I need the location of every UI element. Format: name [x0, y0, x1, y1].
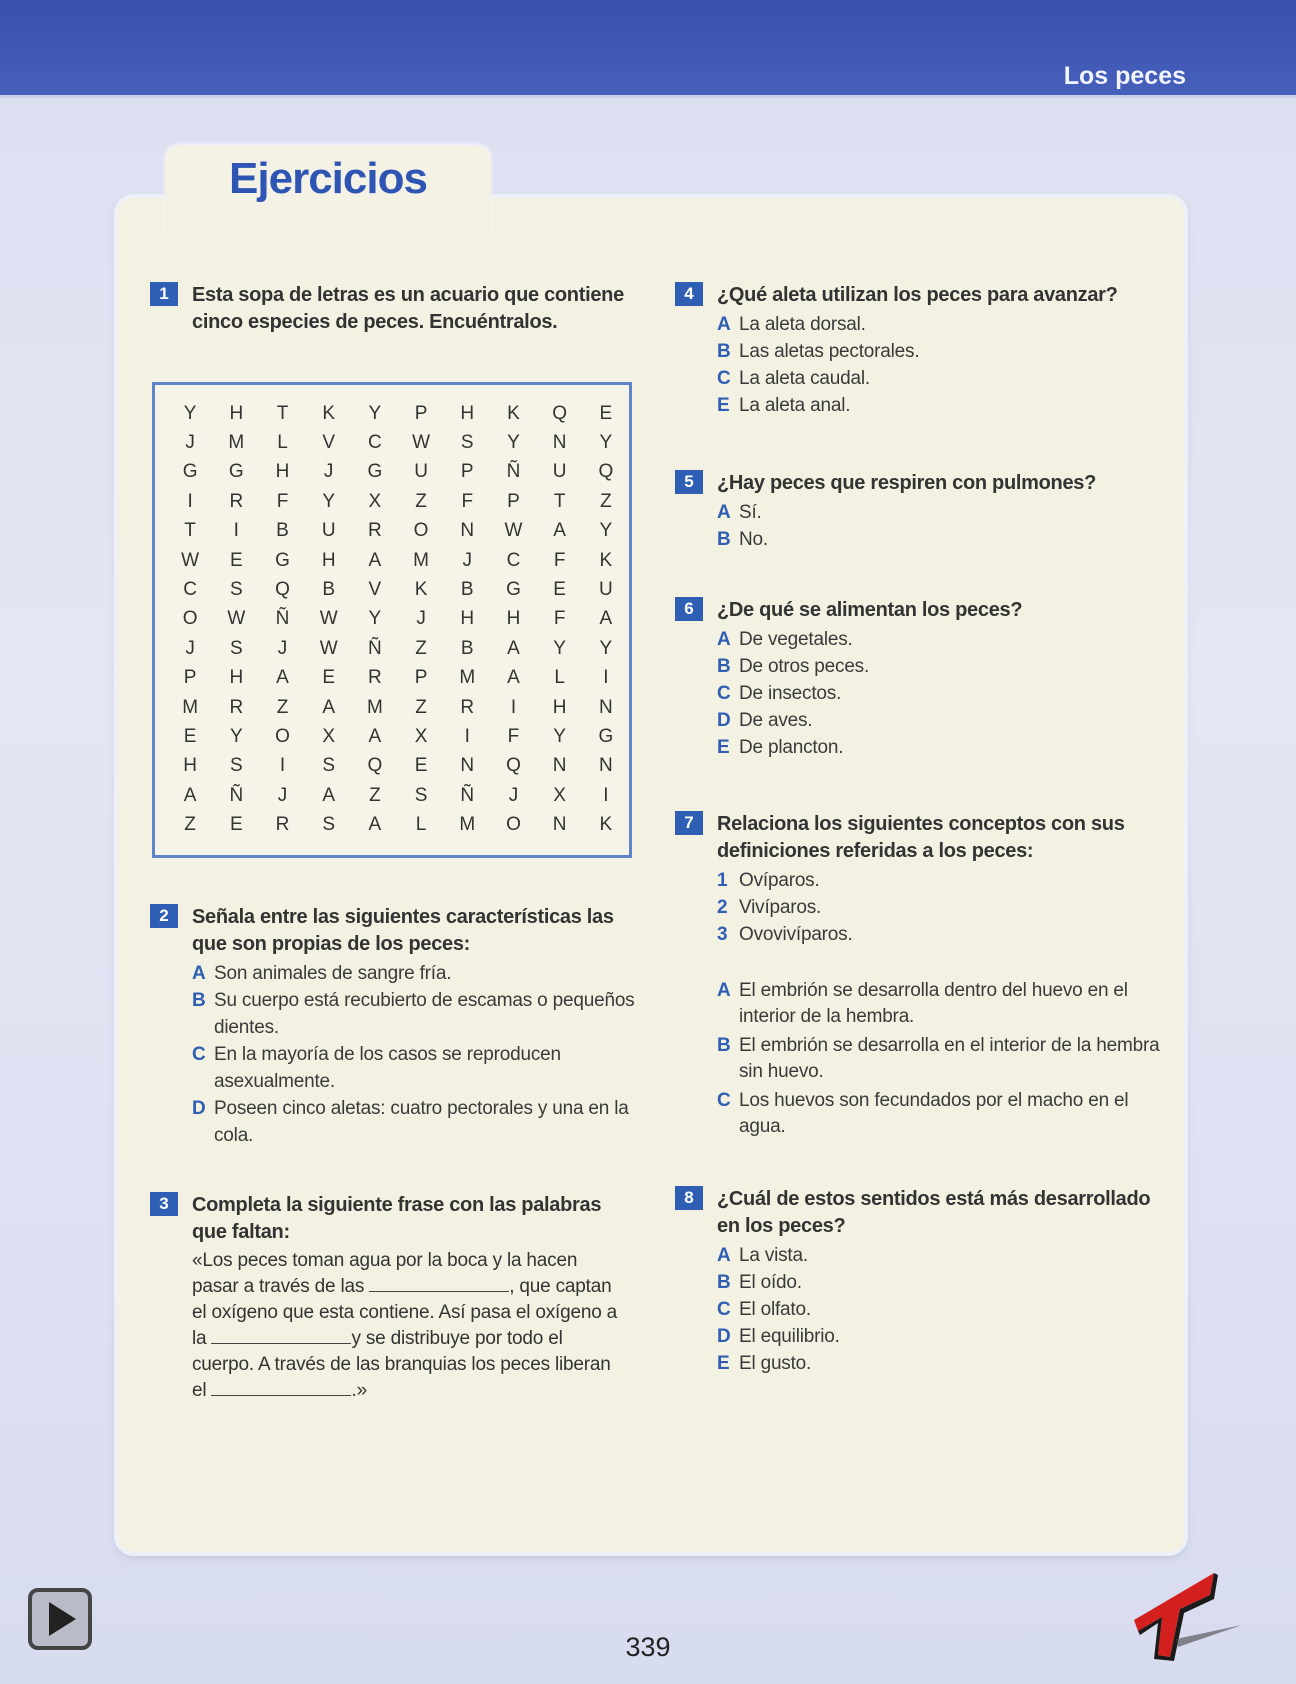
grid-letter[interactable]: J — [185, 637, 195, 659]
definition-letter: A — [717, 980, 731, 1001]
option-letter: A — [717, 314, 731, 335]
question-5 — [675, 470, 1165, 553]
question-number: 7 — [675, 811, 703, 835]
option-text: De aves. — [739, 710, 813, 731]
concept-2[interactable] — [717, 894, 1165, 921]
play-icon — [32, 1592, 88, 1646]
grid-letter[interactable]: M — [459, 667, 476, 689]
grid-letter[interactable]: I — [279, 755, 286, 777]
option-letter: B — [717, 1272, 731, 1293]
definition-letter: C — [717, 1090, 731, 1111]
grid-letter[interactable]: U — [321, 520, 336, 542]
concept-3[interactable] — [717, 921, 1165, 948]
grid-letter[interactable]: O — [413, 520, 429, 542]
grid-letter[interactable]: G — [367, 461, 383, 483]
grid-letter[interactable]: E — [414, 755, 428, 777]
grid-letter[interactable]: W — [504, 520, 523, 542]
grid-letter[interactable]: F — [553, 608, 566, 630]
grid-letter[interactable]: R — [229, 490, 244, 512]
question-number: 2 — [150, 904, 178, 928]
option-letter: C — [192, 1044, 206, 1065]
option-e[interactable] — [717, 392, 1165, 419]
grid-row — [167, 487, 629, 516]
blank-field-3[interactable] — [211, 1379, 351, 1396]
grid-letter[interactable]: W — [319, 637, 338, 659]
option-text: El oído. — [739, 1272, 802, 1293]
option-a[interactable] — [192, 960, 640, 987]
grid-letter[interactable]: Q — [506, 755, 521, 777]
grid-letter[interactable]: R — [460, 696, 475, 718]
grid-letter[interactable]: P — [183, 667, 197, 689]
option-letter: A — [717, 502, 731, 523]
publisher-logo-icon — [1118, 1565, 1248, 1665]
definition-text: El embrión se desarrolla en el interior de la hembra sin huevo. — [739, 1035, 1160, 1082]
option-text: Poseen cinco aletas: cuatro pectorales y una en la cola. — [214, 1098, 629, 1146]
grid-letter[interactable]: A — [368, 549, 382, 571]
grid-letter[interactable]: Y — [507, 432, 520, 454]
grid-letter[interactable]: R — [368, 667, 382, 689]
grid-letter[interactable]: W — [412, 432, 431, 454]
grid-letter[interactable]: I — [187, 490, 193, 512]
grid-row — [167, 428, 629, 457]
concept-text: Vivíparos. — [739, 897, 822, 918]
option-a[interactable] — [717, 311, 1165, 338]
grid-letter[interactable]: P — [414, 402, 428, 424]
question-text: ¿Hay peces que respiren con pulmones? — [717, 472, 1097, 494]
question-1 — [150, 282, 640, 336]
grid-letter[interactable]: Q — [552, 402, 568, 424]
concept-number: 1 — [717, 870, 728, 891]
grid-letter[interactable]: X — [368, 490, 382, 512]
grid-letter[interactable]: L — [277, 432, 288, 454]
option-letter: A — [717, 629, 731, 650]
option-letter: A — [717, 1245, 731, 1266]
grid-letter[interactable]: H — [229, 667, 244, 689]
option-letter: D — [717, 710, 731, 731]
grid-letter[interactable]: F — [507, 725, 520, 747]
grid-letter[interactable]: J — [277, 784, 288, 806]
option-letter: B — [717, 341, 731, 362]
definitions-list — [717, 978, 1165, 1140]
grid-letter[interactable]: X — [322, 725, 336, 747]
option-d[interactable] — [192, 1095, 640, 1149]
option-letter: E — [717, 737, 730, 758]
definition-b[interactable] — [717, 1033, 1165, 1085]
grid-letter[interactable]: I — [603, 784, 609, 806]
question-text: ¿De qué se alimentan los peces? — [717, 599, 1023, 621]
grid-letter[interactable]: S — [229, 637, 243, 659]
grid-letter[interactable]: N — [460, 755, 475, 777]
question-number: 8 — [675, 1186, 703, 1210]
grid-letter[interactable]: G — [598, 725, 614, 747]
grid-letter[interactable]: L — [554, 667, 565, 689]
option-text: No. — [739, 529, 768, 550]
concept-1[interactable] — [717, 867, 1165, 894]
grid-letter[interactable]: S — [229, 579, 243, 601]
grid-row — [167, 810, 629, 839]
word-search-table — [167, 399, 629, 840]
grid-letter[interactable]: I — [510, 696, 517, 718]
grid-letter[interactable]: Y — [229, 725, 243, 747]
grid-letter[interactable]: I — [464, 725, 470, 747]
grid-letter[interactable]: A — [183, 784, 197, 806]
grid-letter[interactable]: A — [599, 608, 613, 630]
grid-letter[interactable]: L — [415, 814, 427, 836]
grid-letter[interactable]: H — [275, 461, 290, 483]
option-text: El olfato. — [739, 1299, 811, 1320]
option-d[interactable] — [717, 1323, 1165, 1350]
grid-row — [167, 693, 629, 722]
grid-letter[interactable]: P — [507, 490, 520, 512]
paragraph-part-1: «Los peces toman agua por la boca y la hacen pasar a través de las — [192, 1250, 578, 1297]
grid-letter[interactable]: F — [461, 490, 474, 512]
option-text: La aleta dorsal. — [739, 314, 866, 335]
grid-letter[interactable]: S — [460, 432, 474, 454]
grid-letter[interactable]: E — [229, 814, 243, 836]
grid-letter[interactable]: C — [183, 579, 197, 601]
grid-letter[interactable]: Y — [368, 608, 382, 630]
option-c[interactable] — [717, 1296, 1165, 1323]
grid-letter[interactable]: P — [414, 667, 428, 689]
grid-row — [167, 575, 629, 604]
grid-row — [167, 781, 629, 810]
option-letter: E — [717, 1353, 730, 1374]
grid-letter[interactable]: X — [414, 725, 428, 747]
definition-letter: B — [717, 1035, 731, 1056]
options-list — [717, 1242, 1165, 1377]
grid-letter[interactable]: Q — [598, 461, 614, 483]
grid-letter[interactable]: K — [599, 549, 613, 571]
grid-letter[interactable]: W — [227, 608, 246, 630]
grid-letter[interactable]: M — [182, 696, 199, 718]
grid-letter[interactable]: Y — [183, 402, 197, 424]
grid-letter[interactable]: T — [276, 402, 289, 424]
grid-letter[interactable]: E — [322, 667, 336, 689]
option-text: De vegetales. — [739, 629, 853, 650]
grid-row — [167, 752, 629, 781]
chapter-title: Los peces — [1063, 62, 1186, 90]
grid-letter[interactable]: G — [275, 549, 290, 571]
option-letter: C — [717, 368, 731, 389]
question-text: Completa la siguiente frase con las palabras que faltan: — [192, 1194, 602, 1243]
question-number: 3 — [150, 1192, 178, 1216]
paragraph-part-3: y se distribuye por todo el cuerpo. A través de las branquias los peces liberan el — [192, 1328, 611, 1401]
option-c[interactable] — [192, 1041, 640, 1095]
option-b[interactable] — [192, 987, 640, 1041]
definition-a[interactable] — [717, 978, 1165, 1030]
grid-letter[interactable]: N — [552, 755, 567, 777]
grid-row — [167, 399, 629, 428]
blank-field-1[interactable] — [369, 1275, 509, 1292]
grid-letter[interactable]: B — [322, 579, 336, 601]
option-text: La aleta caudal. — [739, 368, 870, 389]
grid-letter[interactable]: E — [553, 579, 566, 601]
option-letter: B — [717, 656, 731, 677]
option-text: De otros peces. — [739, 656, 870, 677]
grid-letter[interactable]: S — [229, 755, 243, 777]
grid-letter[interactable]: Z — [184, 814, 196, 836]
option-b[interactable] — [717, 338, 1165, 365]
option-a[interactable] — [717, 626, 1165, 653]
grid-letter[interactable]: J — [277, 637, 288, 659]
option-text: Las aletas pectorales. — [739, 341, 920, 362]
grid-letter[interactable]: U — [414, 461, 428, 483]
grid-letter[interactable]: J — [416, 608, 426, 630]
grid-letter[interactable]: Y — [553, 725, 566, 747]
grid-letter[interactable]: J — [508, 784, 519, 806]
grid-letter[interactable]: E — [183, 725, 197, 747]
grid-letter[interactable]: N — [552, 814, 567, 836]
grid-row — [167, 517, 629, 546]
grid-letter[interactable]: A — [507, 637, 520, 659]
grid-letter[interactable]: Ñ — [460, 784, 475, 806]
grid-letter[interactable]: B — [460, 579, 474, 601]
options-list — [192, 960, 640, 1149]
option-letter: B — [192, 990, 206, 1011]
options-list — [717, 499, 1165, 553]
option-letter: B — [717, 529, 731, 550]
option-text: El gusto. — [739, 1353, 812, 1374]
grid-letter[interactable]: Z — [369, 784, 381, 806]
paragraph-part-2: , que captan el oxígeno que esta contiene. Así pasa el oxígeno a la — [192, 1276, 618, 1349]
option-text: Sí. — [739, 502, 762, 523]
grid-letter[interactable]: N — [599, 755, 613, 777]
grid-letter[interactable]: S — [322, 814, 336, 836]
grid-letter[interactable]: J — [185, 432, 195, 454]
grid-letter[interactable]: N — [460, 520, 475, 542]
option-text: La vista. — [739, 1245, 808, 1266]
grid-letter[interactable]: Z — [276, 696, 289, 718]
grid-letter[interactable]: M — [459, 814, 476, 836]
grid-letter[interactable]: W — [319, 608, 338, 630]
definition-c[interactable] — [717, 1088, 1165, 1140]
section-tab — [165, 146, 491, 236]
options-list — [717, 311, 1165, 419]
grid-letter[interactable]: Ñ — [275, 608, 290, 630]
option-b[interactable] — [717, 653, 1165, 680]
options-list — [717, 626, 1165, 761]
grid-letter[interactable]: Q — [275, 579, 290, 601]
option-text: De plancton. — [739, 737, 844, 758]
option-c[interactable] — [717, 680, 1165, 707]
concept-number: 2 — [717, 897, 728, 918]
grid-letter[interactable]: U — [552, 461, 567, 483]
grid-letter[interactable]: Y — [599, 432, 613, 454]
definition-text: El embrión se desarrolla dentro del huevo en el interior de la hembra. — [739, 980, 1128, 1027]
grid-letter[interactable]: O — [182, 608, 198, 630]
grid-letter[interactable]: J — [323, 461, 334, 483]
concepts-list — [717, 867, 1165, 948]
header-bar — [0, 0, 1296, 98]
grid-letter[interactable]: H — [460, 402, 475, 424]
grid-letter[interactable]: Y — [599, 520, 613, 542]
grid-letter[interactable]: Ñ — [368, 637, 382, 659]
option-e[interactable] — [717, 734, 1165, 761]
grid-letter[interactable]: K — [599, 814, 613, 836]
grid-letter[interactable]: R — [275, 814, 290, 836]
grid-letter[interactable]: Z — [415, 696, 427, 718]
grid-letter[interactable]: O — [506, 814, 521, 836]
grid-letter[interactable]: K — [322, 402, 336, 424]
grid-letter[interactable]: R — [368, 520, 382, 542]
grid-letter[interactable]: C — [368, 432, 382, 454]
grid-letter[interactable]: N — [552, 432, 567, 454]
grid-letter[interactable]: H — [321, 549, 336, 571]
grid-letter[interactable]: M — [228, 432, 245, 454]
grid-letter[interactable]: G — [182, 461, 198, 483]
grid-letter[interactable]: K — [507, 402, 520, 424]
question-number: 5 — [675, 470, 703, 494]
grid-letter[interactable]: Y — [599, 637, 613, 659]
grid-letter[interactable]: A — [276, 667, 289, 689]
grid-letter[interactable]: X — [553, 784, 566, 806]
grid-letter[interactable]: H — [552, 696, 567, 718]
page-number: 339 — [625, 1632, 671, 1662]
fill-in-paragraph — [192, 1248, 625, 1404]
grid-letter[interactable]: Z — [415, 637, 427, 659]
grid-letter[interactable]: Y — [553, 637, 566, 659]
question-6 — [675, 597, 1165, 761]
grid-row — [167, 634, 629, 663]
question-2 — [150, 904, 640, 1149]
word-search-grid — [152, 382, 632, 858]
grid-letter[interactable]: Y — [322, 490, 336, 512]
concept-text: Ovíparos. — [739, 870, 820, 891]
concept-text: Ovovivíparos. — [739, 924, 853, 945]
grid-row — [167, 605, 629, 634]
grid-letter[interactable]: H — [506, 608, 521, 630]
grid-letter[interactable]: Z — [600, 490, 612, 512]
grid-letter[interactable]: A — [322, 784, 336, 806]
grid-letter[interactable]: T — [553, 490, 566, 512]
option-c[interactable] — [717, 365, 1165, 392]
grid-letter[interactable]: N — [599, 696, 613, 718]
grid-letter[interactable]: Y — [368, 402, 382, 424]
option-d[interactable] — [717, 707, 1165, 734]
grid-letter[interactable]: B — [460, 637, 474, 659]
question-text: Relaciona los siguientes conceptos con sus definiciones referidas a los peces: — [717, 813, 1125, 862]
grid-letter[interactable]: M — [366, 696, 383, 718]
question-text: Esta sopa de letras es un acuario que contiene cinco especies de peces. Encuéntralos. — [192, 284, 624, 333]
question-8 — [675, 1186, 1165, 1377]
concept-number: 3 — [717, 924, 728, 945]
grid-letter[interactable]: I — [233, 520, 239, 542]
grid-letter[interactable]: H — [460, 608, 475, 630]
grid-letter[interactable]: W — [181, 549, 200, 571]
option-a[interactable] — [717, 499, 1165, 526]
grid-letter[interactable]: V — [322, 432, 336, 454]
question-3 — [150, 1192, 625, 1404]
grid-letter[interactable]: A — [507, 667, 520, 689]
play-button[interactable] — [28, 1588, 92, 1650]
option-b[interactable] — [717, 1269, 1165, 1296]
grid-letter[interactable]: A — [553, 520, 566, 542]
grid-row — [167, 664, 629, 693]
grid-letter[interactable]: A — [368, 725, 382, 747]
option-letter: E — [717, 395, 730, 416]
question-4 — [675, 282, 1165, 419]
grid-row — [167, 546, 629, 575]
option-letter: D — [192, 1098, 206, 1119]
grid-letter[interactable]: R — [229, 696, 244, 718]
option-text: La aleta anal. — [739, 395, 851, 416]
question-text: Señala entre las siguientes características las que son propias de los peces: — [192, 906, 614, 955]
grid-letter[interactable]: Q — [367, 755, 383, 777]
grid-letter[interactable]: E — [599, 402, 613, 424]
grid-letter[interactable]: S — [322, 755, 336, 777]
option-b[interactable] — [717, 526, 1165, 553]
grid-letter[interactable]: I — [603, 667, 609, 689]
grid-letter[interactable]: M — [413, 549, 429, 571]
grid-letter[interactable]: J — [462, 549, 473, 571]
grid-letter[interactable]: H — [229, 402, 244, 424]
grid-letter[interactable]: K — [414, 579, 428, 601]
option-a[interactable] — [717, 1242, 1165, 1269]
question-number: 4 — [675, 282, 703, 306]
option-letter: C — [717, 1299, 731, 1320]
option-letter: C — [717, 683, 731, 704]
grid-letter[interactable]: Ñ — [506, 461, 521, 483]
definition-text: Los huevos son fecundados por el macho en el agua. — [739, 1090, 1129, 1137]
grid-letter[interactable]: V — [368, 579, 382, 601]
option-text: El equilibrio. — [739, 1326, 840, 1347]
question-text: ¿Qué aleta utilizan los peces para avanzar? — [717, 284, 1118, 306]
option-letter: D — [717, 1326, 731, 1347]
option-letter: A — [192, 963, 206, 984]
grid-letter[interactable]: A — [368, 814, 382, 836]
question-text: ¿Cuál de estos sentidos está más desarrollado en los peces? — [717, 1188, 1151, 1237]
section-title: Ejercicios — [229, 154, 427, 203]
grid-letter[interactable]: T — [184, 520, 196, 542]
grid-row — [167, 458, 629, 487]
grid-letter[interactable]: F — [553, 549, 566, 571]
paragraph-part-4: .» — [351, 1380, 367, 1401]
grid-letter[interactable]: H — [183, 755, 197, 777]
blank-field-2[interactable] — [211, 1327, 351, 1344]
grid-letter[interactable]: Z — [415, 490, 427, 512]
option-text: Su cuerpo está recubierto de escamas o pequeños dientes. — [214, 990, 635, 1038]
grid-letter[interactable]: U — [599, 579, 613, 601]
option-text: Son animales de sangre fría. — [214, 963, 452, 984]
question-number: 6 — [675, 597, 703, 621]
option-text: De insectos. — [739, 683, 842, 704]
grid-letter[interactable]: F — [276, 490, 289, 512]
grid-letter[interactable]: C — [506, 549, 521, 571]
grid-letter[interactable]: A — [322, 696, 336, 718]
grid-letter[interactable]: S — [414, 784, 428, 806]
grid-letter[interactable]: O — [275, 725, 290, 747]
grid-letter[interactable]: G — [228, 461, 244, 483]
grid-letter[interactable]: Ñ — [229, 784, 244, 806]
grid-letter[interactable]: G — [506, 579, 521, 601]
question-number: 1 — [150, 282, 178, 306]
grid-letter[interactable]: P — [460, 461, 474, 483]
grid-letter[interactable]: E — [229, 549, 243, 571]
option-e[interactable] — [717, 1350, 1165, 1377]
grid-letter[interactable]: B — [276, 520, 289, 542]
option-text: En la mayoría de los casos se reproducen asexualmente. — [214, 1044, 561, 1092]
question-7 — [675, 811, 1165, 1140]
grid-row — [167, 722, 629, 751]
